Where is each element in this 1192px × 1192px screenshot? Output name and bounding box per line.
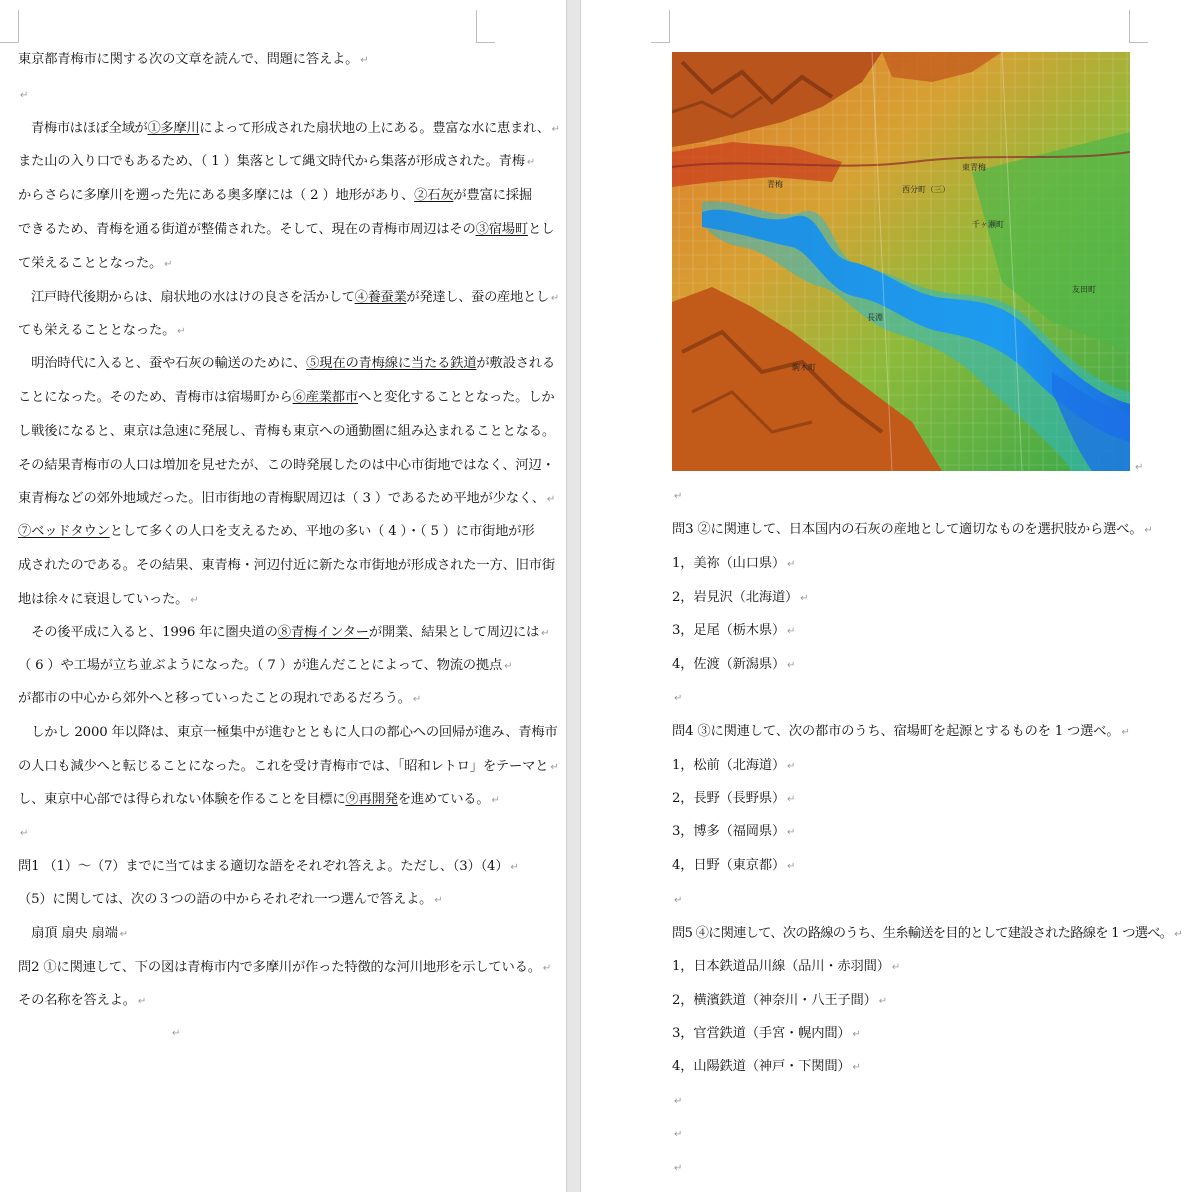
underlined-term-1: ①多摩川 [147,121,200,136]
page-gutter [566,0,581,1192]
question-4-stem: 問4 ③に関連して、次の都市のうち、宿場町を起源とするものを 1 つ選べ。 ↵ [672,724,1130,739]
question-5-option: 3，官営鉄道（手宮・幌内間） ↵ [672,1026,861,1041]
map-label: 西分町（三） [902,185,950,194]
paragraph-mark: ↵ [1135,462,1144,473]
passage-line: できるため、青梅を通る街道が整備された。そして、現在の青梅市周辺はその③宿場町とし [18,222,555,237]
intro-line: 東京都青梅市に関する次の文章を読んで、問題に答えよ。 ↵ [18,52,369,67]
page-corner-marker [1129,10,1148,43]
empty-paragraph: ↵ [674,1096,683,1107]
question-1-line: 問1 （1）～（7）までに当てはまる適切な語をそれぞれ答えよ。ただし、（3）（4） ↵ [18,859,519,874]
map-label: 東青梅 [962,163,986,172]
passage-line: しかし 2000 年以降は、東京一極集中が進むとともに人口の都心への回帰が進み、青梅市 [31,725,558,740]
map-label: 千ヶ瀬町 [972,220,1004,229]
relief-map-image [672,52,1130,471]
underlined-term-3: ③宿場町 [475,222,528,237]
empty-paragraph: ↵ [20,90,29,101]
question-2-line: 問2 ①に関連して、下の図は青梅市内で多摩川が作った特徴的な河川地形を示している。 ↵ [18,960,551,975]
question-3-option: 3，足尾（栃木県） ↵ [672,623,796,638]
underlined-term-4: ④養蚕業 [354,290,407,305]
passage-line: （ 6 ）や工場が立ち並ぶようになった。（ 7 ）が進んだことによって、物流の拠点 ↵ [18,658,513,673]
empty-paragraph: ↵ [674,1129,683,1140]
passage-line: 明治時代に入ると、蚕や石灰の輸送のために、⑤現在の青梅線に当たる鉄道が敷設される [31,356,556,371]
passage-line: 江戸時代後期からは、扇状地の水はけの良さを活かして④養蚕業が発達し、蚕の産地とし ↵ [30,290,559,305]
passage-line: からさらに多摩川を遡った先にある奥多摩には（ 2 ）地形があり、②石灰が豊富に採掘 [18,188,533,203]
question-3-option: 2，岩見沢（北海道） ↵ [672,590,809,605]
question-1-line: （5）に関しては、次の３つの語の中からそれぞれ一つ選んで答えよ。 ↵ [18,892,443,907]
passage-line: の人口も減少へと転じることになった。これを受け青梅市では、「昭和レトロ」をテーマと ↵ [18,759,559,774]
underlined-term-2: ②石灰 [414,188,454,203]
passage-line: 地は徐々に衰退していった。 ↵ [18,592,199,607]
empty-paragraph: ↵ [172,1028,181,1039]
empty-paragraph: ↵ [674,895,683,906]
page-corner-marker [651,10,670,43]
question-2-line: その名称を答えよ。 ↵ [18,993,147,1008]
passage-line: その結果青梅市の人口は増加を見せたが、この時発展したのは中心市街地ではなく、河辺・ [18,458,555,473]
passage-line: 成されたのである。その結果、東青梅・河辺付近に新たな市街地が形成された一方、旧市街 [18,558,555,573]
underlined-term-6: ⑥産業都市 [292,390,358,405]
passage-line: し戦後になると、東京は急速に発展し、青梅も東京への通勤圏に組み込まれることとなる。 [18,424,555,439]
passage-line: し、東京中心部では得られない体験を作ることを目標に⑨再開発を進めている。 ↵ [18,792,500,807]
question-4-option: 1，松前（北海道） ↵ [672,758,796,773]
empty-paragraph: ↵ [20,828,29,839]
question-3-stem: 問3 ②に関連して、日本国内の石灰の産地として適切なものを選択肢から選べ。 ↵ [672,522,1153,537]
passage-line: 青梅市はほぼ全域が①多摩川によって形成された扇状地の上にある。豊富な水に恵まれ、 ↵ [30,121,560,136]
question-4-option: 3，博多（福岡県） ↵ [672,824,796,839]
underlined-term-5: ⑤現在の青梅線に当たる鉄道 [306,356,477,371]
relief-map-drawing [672,52,1130,471]
map-label: 長淵 [867,313,883,322]
question-5-option: 2，横濱鉄道（神奈川・八王子間） ↵ [672,993,887,1008]
empty-paragraph: ↵ [674,693,683,704]
question-1-choices: 扇頂 扇央 扇端 ↵ [31,926,128,941]
passage-line: その後平成に入ると、1996 年に圏央道の⑧青梅インターが開業、結果として周辺には ↵ [31,625,550,640]
empty-paragraph: ↵ [674,1163,683,1174]
map-label: 駒木町 [792,363,816,372]
map-label: 青梅 [767,180,783,189]
passage-line: ⑦ベッドタウンとして多くの人口を支えるため、平地の多い（ 4 ）・（ 5 ）に市街地が形 [18,524,535,539]
document-page-left [0,0,566,1192]
question-4-option: 4，日野（東京都） ↵ [672,858,796,873]
underlined-term-9: ⑨再開発 [345,792,398,807]
question-3-option: 1，美祢（山口県） ↵ [672,556,796,571]
page-corner-marker [0,10,19,43]
underlined-term-8: ⑧青梅インター [277,625,369,640]
question-5-option: 4，山陽鉄道（神戸・下関間） ↵ [672,1059,861,1074]
passage-line: また山の入り口でもあるため、（ 1 ）集落として縄文時代から集落が形成された。青梅 ↵ [18,154,535,169]
question-5-stem: 問5 ④に関連して、次の路線のうち、生糸輸送を目的として建設された路線を 1 つ選べ。 ↵ [672,926,1182,941]
question-4-option: 2，長野（長野県） ↵ [672,791,796,806]
question-5-option: 1，日本鉄道品川線（品川・赤羽間） ↵ [672,959,900,974]
passage-line: ことになった。そのため、青梅市は宿場町から⑥産業都市へと変化することとなった。しか [18,390,555,405]
passage-line: ても栄えることとなった。 ↵ [18,323,186,338]
page-corner-marker [476,10,495,43]
passage-line: 東青梅などの郊外地域だった。旧市街地の青梅駅周辺は（ 3 ）であるため平地が少なく、 ↵ [18,491,556,506]
passage-line: て栄えることとなった。 ↵ [18,256,173,271]
empty-paragraph: ↵ [674,491,683,502]
document-page-right [581,0,1192,1192]
underlined-term-7: ⑦ベッドタウン [18,524,110,539]
question-3-option: 4，佐渡（新潟県） ↵ [672,657,796,672]
passage-line: が都市の中心から郊外へと移っていったことの現れであるだろう。 ↵ [18,691,422,706]
map-label: 友田町 [1072,285,1096,294]
